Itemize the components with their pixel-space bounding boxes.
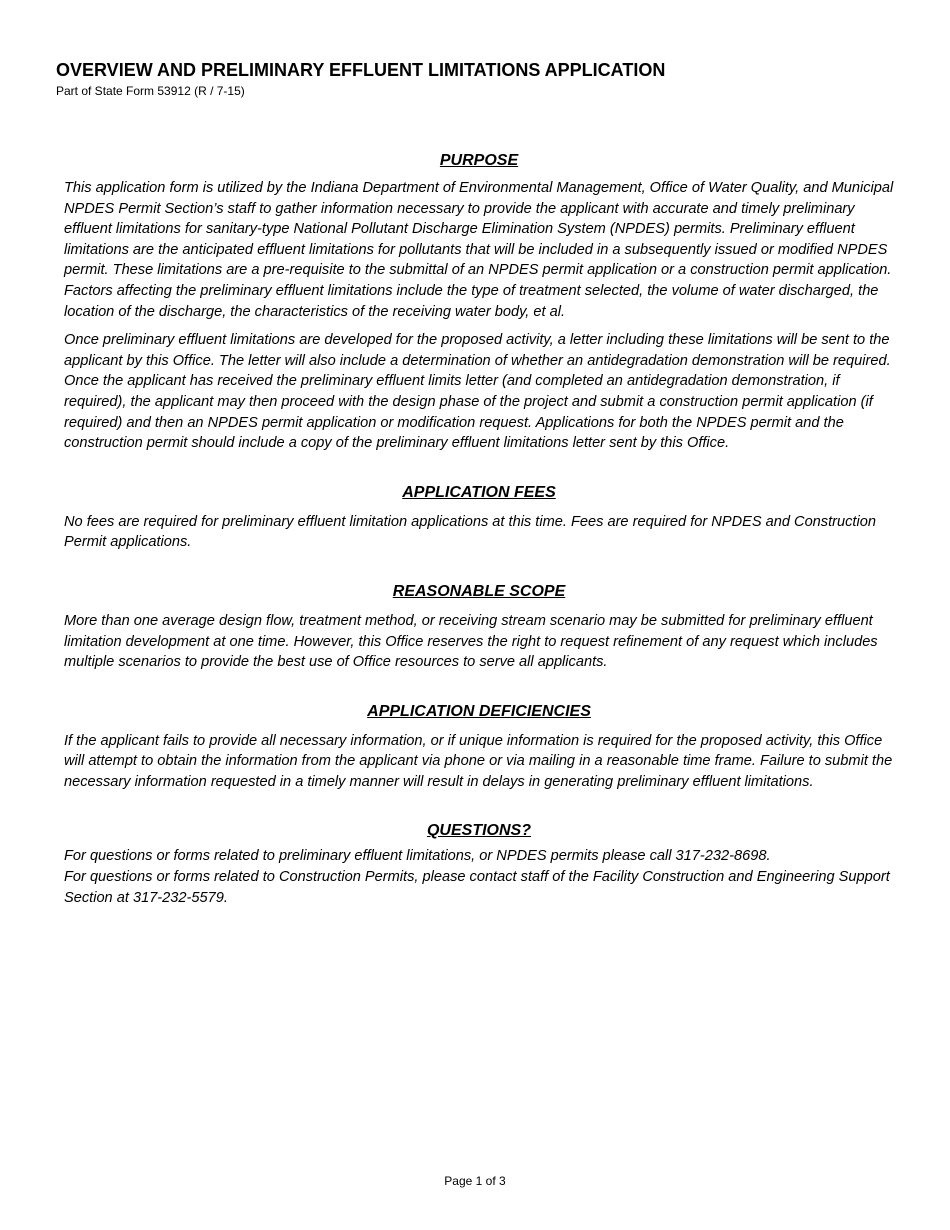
reasonable-scope-heading: REASONABLE SCOPE	[392, 582, 566, 600]
questions-npdes-contact: For questions or forms related to preliminary effluent limitations, or NPDES permits please call 317-232-8698.	[64, 848, 771, 865]
purpose-paragraph-2: Once preliminary effluent limitations are developed for the proposed activity, a letter including these limitations will be sent to the applicant by this Office. The letter will also include a determination of whether an antidegradation demonstration will be required. Once the applicant has received the preliminary effluent limits letter (and completed an antidegradation demonstration, if required), the applicant may then proceed with the design phase of the project and submit a construction permit application (if required) and then an NPDES permit application or modification request. Applications for both the NPDES permit and the construction permit should include a copy of the preliminary effluent limitations letter sent by this Office.	[64, 332, 891, 452]
application-fees-heading: APPLICATION FEES	[402, 483, 556, 501]
document-body	[64, 150, 894, 908]
form-reference: Part of State Form 53912 (R / 7-15)	[56, 84, 245, 98]
application-fees-paragraph: No fees are required for preliminary effluent limitation applications at this time. Fees are required for NPDES and Construction Permit applications.	[64, 513, 876, 551]
document-title: OVERVIEW AND PRELIMINARY EFFLUENT LIMITATIONS APPLICATION	[56, 60, 666, 80]
application-deficiencies-paragraph: If the applicant fails to provide all necessary information, or if unique information is required for the proposed activity, this Office will attempt to obtain the information from the applicant via phone or via mailing in a reasonable time frame. Failure to submit the necessary information requested in a timely manner will result in delays in generating preliminary effluent limitations.	[64, 732, 893, 790]
purpose-paragraph-1: This application form is utilized by the Indiana Department of Environmental Management, Office of Water Quality, and Municipal NPDES Permit Section’s staff to gather information necessary to provide the applicant with accurate and timely preliminary effluent limitations for sanitary-type National Pollutant Discharge Elimination System (NPDES) permits. Preliminary effluent limitations are the anticipated effluent limitations for pollutants that will be included in a subsequently issued or modified NPDES permit. These limitations are a pre-requisite to the submittal of an NPDES permit application or a construction permit application. Factors affecting the preliminary effluent limitations include the type of treatment selected, the volume of water discharged, the location of the discharge, the characteristics of the receiving water body, et al.	[64, 180, 894, 320]
questions-paragraph	[64, 846, 894, 908]
questions-construction-contact: For questions or forms related to Construction Permits, please contact staff of the Facility Construction and Engineering Support Section at 317-232-5579.	[64, 869, 890, 906]
page-number: Page 1 of 3	[444, 1174, 506, 1188]
questions-heading: QUESTIONS?	[426, 822, 531, 840]
application-deficiencies-heading: APPLICATION DEFICIENCIES	[367, 702, 591, 720]
reasonable-scope-paragraph: More than one average design flow, treatment method, or receiving stream scenario may be submitted for preliminary effluent limitation development at one time. However, this Office reserves the right to request refinement of any request which includes multiple scenarios to provide the best use of Office resources to serve all applicants.	[64, 612, 878, 671]
purpose-heading: PURPOSE	[439, 152, 519, 169]
